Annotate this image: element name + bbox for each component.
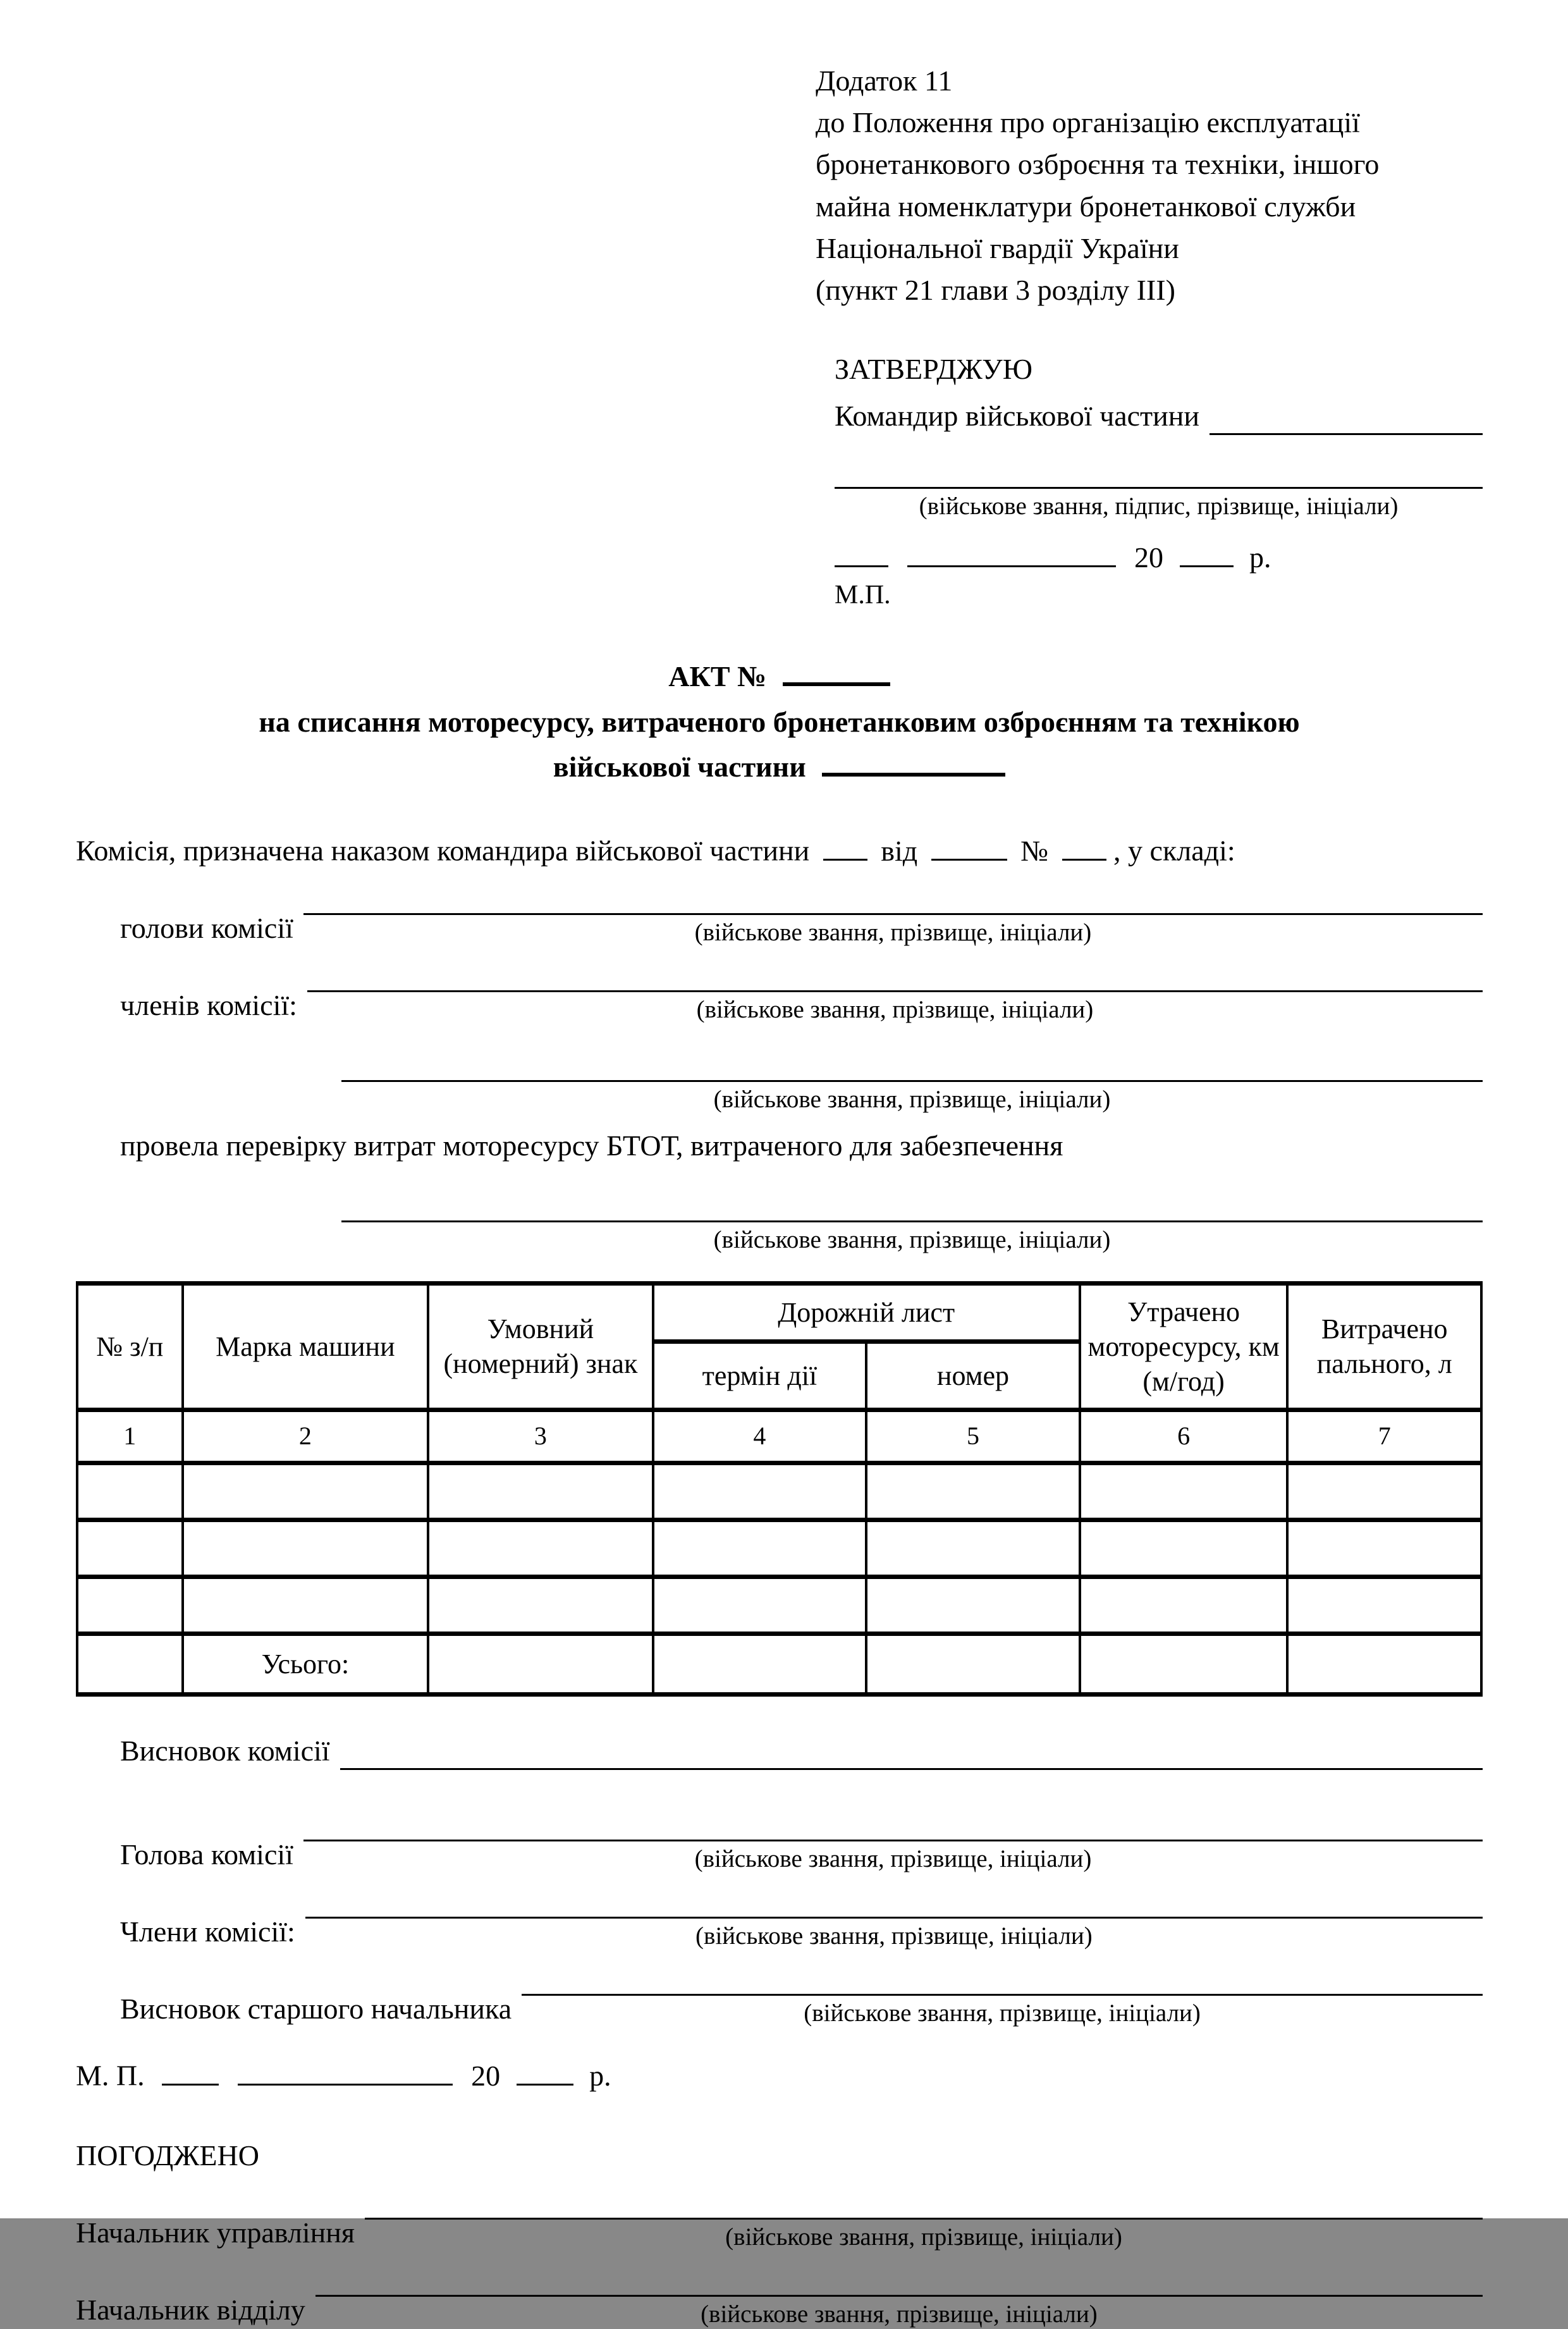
table-cell-empty <box>1287 1576 1481 1633</box>
blank-line <box>341 1050 1483 1082</box>
total-label-cell: Усього: <box>183 1633 429 1694</box>
intro-end: , у складі: <box>1113 834 1235 867</box>
table-cell-empty <box>866 1576 1080 1633</box>
sig-caption: (військове звання, прізвище, ініціали) <box>725 2223 1122 2251</box>
blank-line <box>341 1190 1483 1222</box>
sig-caption: (військове звання, прізвище, ініціали) <box>713 1086 1111 1114</box>
blank-line <box>835 457 1483 489</box>
header-sign: Умовний (номерний) знак <box>428 1283 652 1410</box>
table-cell-empty <box>1287 1633 1481 1694</box>
sig-caption: (військове звання, прізвище, ініціали) <box>694 918 1092 946</box>
table-empty-row <box>77 1520 1481 1576</box>
blank-month <box>238 2056 453 2086</box>
sig-caption: (військове звання, прізвище, ініціали) <box>695 1922 1093 1950</box>
year-suffix: р. <box>1249 541 1271 574</box>
support-field <box>341 1190 1483 1255</box>
chief-department-field <box>76 2187 1483 2251</box>
header-lost: Утрачено моторесурсу, км (м/год) <box>1080 1283 1288 1410</box>
year-prefix: 20 <box>471 2059 501 2092</box>
table-colnum-row <box>77 1410 1481 1463</box>
commander-field <box>835 397 1483 435</box>
colnum-cell: 3 <box>428 1410 652 1463</box>
appendix-line: майна номенклатури бронетанкової служби <box>816 190 1356 223</box>
commission-members-sign-field <box>120 1886 1483 1951</box>
commission-members-sign-label: Члени комісії: <box>120 1915 295 1948</box>
appendix-reference-block <box>816 60 1483 311</box>
table-cell-empty <box>1080 1576 1288 1633</box>
blank-day <box>835 538 888 567</box>
commission-head-label: голови комісії <box>120 911 293 944</box>
seal-date-line <box>76 2056 1483 2094</box>
commission-head-field <box>120 883 1483 947</box>
appendix-line: (пункт 21 глави 3 розділу ІІІ) <box>816 274 1175 307</box>
blank-year <box>1180 538 1234 567</box>
checked-paragraph: провела перевірку витрат моторесурсу БТОТ, витраченого для забезпечення <box>120 1129 1063 1162</box>
act-title-block <box>76 654 1483 789</box>
chief-division-field <box>76 2264 1483 2329</box>
intro-text: Комісія, призначена наказом командира військової частини <box>76 834 810 867</box>
signature-field <box>835 457 1483 521</box>
table-cell-empty <box>653 1633 867 1694</box>
blank-act-number <box>783 655 890 687</box>
table-cell-empty <box>428 1576 652 1633</box>
appendix-line: до Положення про організацію експлуатації <box>816 106 1360 139</box>
act-number-line <box>76 654 1483 699</box>
header-brand: Марка машини <box>183 1283 429 1410</box>
table-header-row <box>77 1283 1481 1341</box>
table-cell-empty <box>428 1463 652 1520</box>
header-roadlist: Дорожній лист <box>653 1283 1080 1341</box>
approve-heading: ЗАТВЕРДЖУЮ <box>835 353 1033 386</box>
table-cell-empty <box>653 1576 867 1633</box>
commission-head-sign-label: Голова комісії <box>120 1838 293 1871</box>
header-num: № з/п <box>77 1283 183 1410</box>
blank-line <box>522 1963 1483 1996</box>
table-cell-empty <box>653 1463 867 1520</box>
blank-year <box>517 2056 573 2086</box>
table-cell-empty <box>1287 1463 1481 1520</box>
senior-conclusion-field <box>120 1963 1483 2028</box>
act-unit-label: військової частини <box>553 750 806 783</box>
chief-department-label: Начальник управління <box>76 2216 355 2249</box>
approval-date-line <box>835 538 1483 576</box>
commission-conclusion-label: Висновок комісії <box>120 1734 330 1767</box>
intro-no: № <box>1020 834 1049 867</box>
appendix-line: Національної гвардії України <box>816 231 1179 264</box>
act-unit-line <box>76 744 1483 789</box>
approval-block <box>835 350 1483 612</box>
seal-label: М.П. <box>835 580 891 610</box>
act-subtitle: на списання моторесурсу, витраченого бронетанковим озброєнням та технікою <box>259 705 1300 738</box>
signature-caption: (військове звання, підпис, прізвище, ініціали) <box>919 493 1399 520</box>
table-cell-empty <box>1080 1463 1288 1520</box>
blank-order <box>823 831 867 861</box>
year-suffix: р. <box>589 2059 611 2092</box>
colnum-cell: 1 <box>77 1410 183 1463</box>
table-cell-empty <box>1080 1520 1288 1576</box>
sig-caption: (військове звання, прізвище, ініціали) <box>804 2000 1201 2027</box>
colnum-cell: 6 <box>1080 1410 1288 1463</box>
table-cell-empty <box>183 1520 429 1576</box>
intro-vid: від <box>881 834 918 867</box>
table-cell-empty <box>183 1463 429 1520</box>
blank-date <box>931 831 1007 861</box>
senior-conclusion-label: Висновок старшого начальника <box>120 1993 512 2025</box>
commission-intro <box>76 831 1483 870</box>
blank-month <box>907 538 1116 567</box>
table-cell-empty <box>866 1463 1080 1520</box>
sig-caption: (військове звання, прізвище, ініціали) <box>713 1226 1111 1254</box>
header-fuel: Витрачено пального, л <box>1287 1283 1481 1410</box>
year-prefix: 20 <box>1134 541 1163 574</box>
sig-caption: (військове звання, прізвище, ініціали) <box>694 1845 1092 1873</box>
commander-label: Командир військової частини <box>835 400 1199 433</box>
table-cell-empty <box>77 1520 183 1576</box>
table-cell-empty <box>183 1576 429 1633</box>
blank-line <box>305 1886 1483 1919</box>
blank-line <box>365 2187 1483 2219</box>
blank-line <box>340 1737 1483 1769</box>
commission-head-sign-field <box>120 1809 1483 1874</box>
commission-conclusion-field <box>120 1732 1483 1770</box>
act-label: АКТ № <box>668 660 767 693</box>
table-cell-empty <box>653 1520 867 1576</box>
table-cell-empty <box>77 1633 183 1694</box>
chief-division-label: Начальник відділу <box>76 2293 305 2326</box>
table-cell-empty <box>77 1463 183 1520</box>
table-cell-empty <box>866 1633 1080 1694</box>
table-total-row <box>77 1633 1481 1694</box>
blank-line <box>307 960 1483 992</box>
blank-unit-number <box>822 745 1005 777</box>
sig-caption: (військове звання, прізвище, ініціали) <box>696 996 1094 1024</box>
commission-members-label: членів комісії: <box>120 989 297 1022</box>
agreed-heading: ПОГОДЖЕНО <box>76 2139 259 2172</box>
blank-line <box>315 2264 1483 2297</box>
table-empty-row <box>77 1576 1481 1633</box>
table-cell-empty <box>77 1576 183 1633</box>
header-number: номер <box>866 1341 1080 1410</box>
table-empty-row <box>77 1463 1481 1520</box>
commission-members-field <box>120 960 1483 1024</box>
seal-label: М. П. <box>76 2059 145 2092</box>
blank-line <box>303 883 1483 915</box>
colnum-cell: 5 <box>866 1410 1080 1463</box>
table-cell-empty <box>1287 1520 1481 1576</box>
blank-day <box>162 2056 219 2086</box>
header-term: термін дії <box>653 1341 867 1410</box>
colnum-cell: 2 <box>183 1410 429 1463</box>
table-cell-empty <box>1080 1633 1288 1694</box>
appendix-line: Додаток 11 <box>816 65 953 97</box>
commission-member2-field <box>341 1050 1483 1114</box>
table-cell-empty <box>428 1520 652 1576</box>
table-cell-empty <box>428 1633 652 1694</box>
colnum-cell: 4 <box>653 1410 867 1463</box>
motoresource-table <box>76 1281 1483 1697</box>
sig-caption: (військове звання, прізвище, ініціали) <box>701 2300 1098 2328</box>
blank-line <box>303 1809 1483 1841</box>
blank-number <box>1062 831 1106 861</box>
table-cell-empty <box>866 1520 1080 1576</box>
appendix-line: бронетанкового озброєння та техніки, іншого <box>816 148 1380 181</box>
colnum-cell: 7 <box>1287 1410 1481 1463</box>
blank-line <box>1210 403 1483 435</box>
